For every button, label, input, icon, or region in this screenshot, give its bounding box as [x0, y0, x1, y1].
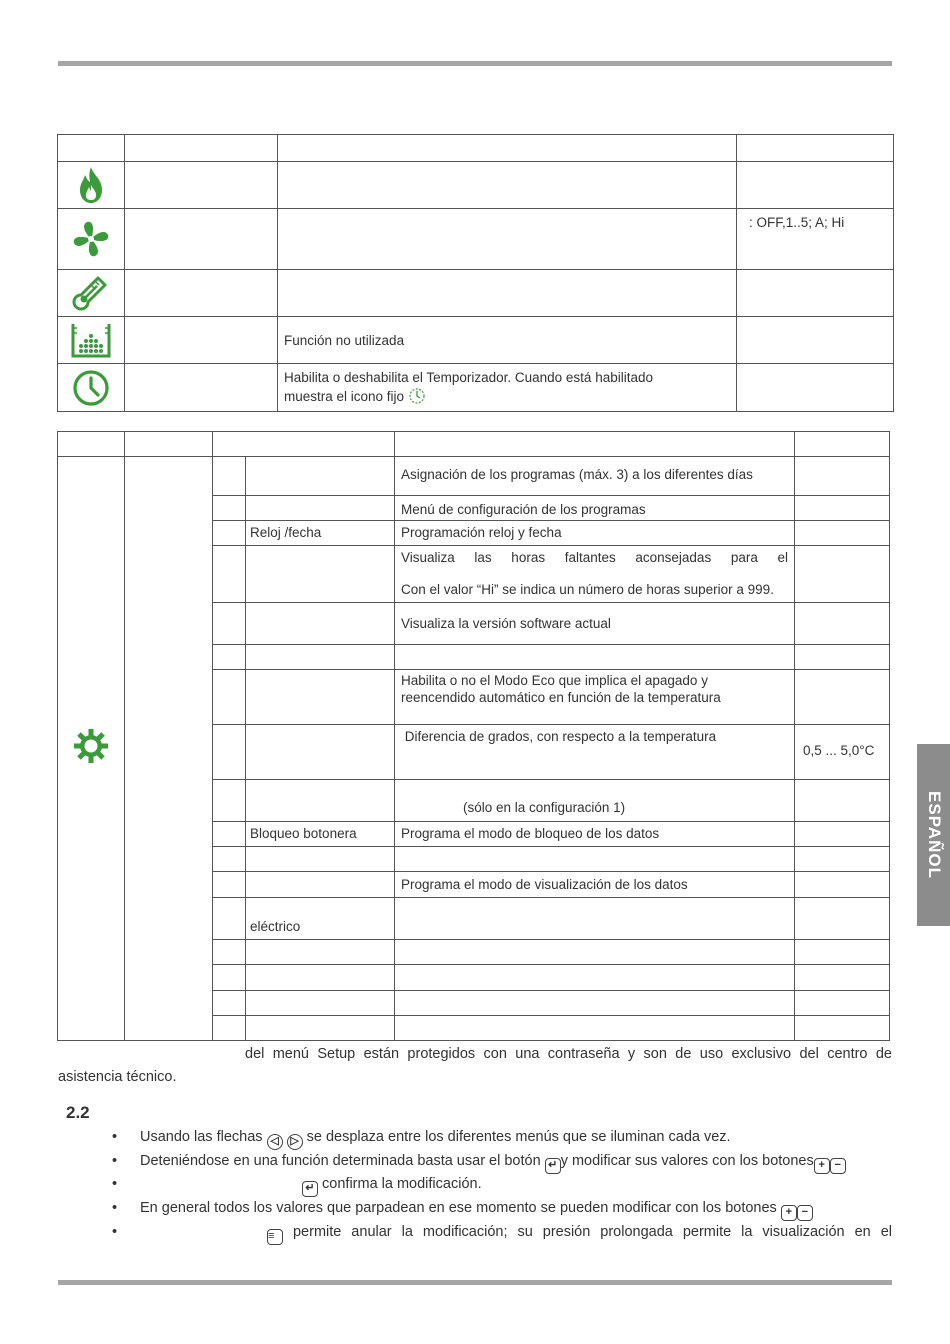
- setup-item-description: (sólo en la configuración 1): [395, 780, 795, 822]
- bullet-text: y modificar sus valores con los botones: [560, 1153, 814, 1169]
- bullet-text: se desplaza entre los diferentes menús que se iluminan cada vez.: [306, 1129, 731, 1145]
- note-line-2: asistencia técnico.: [58, 1069, 177, 1085]
- thermometer-icon: [71, 285, 111, 300]
- row-value: [737, 162, 894, 209]
- setup-item-value: [795, 603, 890, 645]
- arrow-left-icon: ◁: [267, 1134, 283, 1150]
- language-tab: [917, 744, 950, 926]
- clock-icon: [71, 379, 111, 394]
- arrow-right-icon: ▷: [287, 1134, 303, 1150]
- setup-item-name: eléctrico: [246, 898, 395, 940]
- setup-item-value: 0,5 ... 5,0°C: [795, 725, 890, 780]
- setup-item-value: [795, 645, 890, 670]
- setup-item-description: Habilita o no el Modo Eco que implica el apagado y: [401, 673, 708, 688]
- setup-item-name: [246, 496, 395, 521]
- setup-item-name: [246, 1016, 395, 1041]
- setup-item-name: [246, 670, 395, 725]
- plus-key-icon: +: [814, 1158, 830, 1174]
- setup-item-description: [395, 940, 795, 965]
- setup-item-description: Diferencia de grados, con respecto a la temperatura: [395, 725, 795, 780]
- setup-item-value: [795, 521, 890, 546]
- bullet-text: Deteniéndose en una función determinada basta usar el botón: [140, 1153, 541, 1169]
- table-row: [58, 457, 890, 496]
- setup-item-name: [246, 603, 395, 645]
- setup-item-name: Reloj /fecha: [246, 521, 395, 546]
- setup-item-name: [246, 725, 395, 780]
- timer-description-line2: muestra el icono fijo: [284, 389, 405, 404]
- setup-item-description: Asignación de los programas (máx. 3) a los diferentes días: [395, 457, 795, 496]
- setup-item-value: [795, 965, 890, 991]
- plus-key-icon: +: [781, 1205, 797, 1221]
- table-row: [58, 270, 894, 317]
- setup-item-description-line2: Con el valor “Hi” se indica un número de horas superior a 999.: [401, 582, 774, 597]
- setup-item-value: [795, 496, 890, 521]
- setup-item-value: [795, 822, 890, 847]
- row-value: [737, 270, 894, 317]
- minus-key-icon: −: [797, 1205, 813, 1221]
- setup-item-value: [795, 898, 890, 940]
- setup-item-description: [395, 991, 795, 1016]
- setup-item-name: [246, 457, 395, 496]
- timer-fixed-icon: [408, 389, 426, 404]
- setup-item-description: [395, 898, 795, 940]
- setup-item-value: [795, 940, 890, 965]
- bullet-item: • ↵ confirma la modificación.: [112, 1173, 892, 1195]
- setup-password-note: [58, 1045, 892, 1087]
- bullet-item: • Deteniéndose en una función determinada basta usar el botón ↵ y modificar sus valores con los botones + −: [112, 1150, 892, 1172]
- language-tab-label: ESPAÑOL: [924, 791, 944, 879]
- setup-item-name: [246, 872, 395, 898]
- row-description: Función no utilizada: [278, 317, 737, 364]
- setup-item-description-line2: reencendido automático en función de la temperatura: [401, 690, 721, 705]
- setup-item-value: [795, 780, 890, 822]
- setup-item-value: [795, 546, 890, 603]
- pellet-tank-icon: [69, 332, 113, 347]
- setup-item-description: [395, 965, 795, 991]
- bullet-text: En general todos los valores que parpadean en ese momento se pueden modificar con los botones: [140, 1200, 777, 1216]
- setup-item-name: [246, 645, 395, 670]
- table-row: [58, 364, 894, 412]
- setup-item-description: [395, 1016, 795, 1041]
- setup-item-value: [795, 991, 890, 1016]
- fan-levels-value: : OFF,1..5; A; Hi: [737, 209, 894, 270]
- setup-item-name: [246, 965, 395, 991]
- table-row: [58, 209, 894, 270]
- minus-key-icon: −: [830, 1158, 846, 1174]
- function-icons-table: [57, 134, 894, 412]
- setup-item-description: Programa el modo de bloqueo de los datos: [395, 822, 795, 847]
- bullet-item: • En general todos los valores que parpadean en ese momento se pueden modificar con los botones + −: [112, 1197, 892, 1219]
- row-value: [737, 317, 894, 364]
- note-line-1: del menú Setup están protegidos con una contraseña y son de uso exclusivo del centro de: [245, 1046, 892, 1062]
- bullet-text: confirma la modificación.: [322, 1176, 482, 1192]
- setup-item-name: [246, 847, 395, 872]
- setup-item-value: [795, 457, 890, 496]
- table-row: [58, 317, 894, 364]
- row-description: [278, 209, 737, 270]
- setup-item-name: [246, 940, 395, 965]
- timer-description: Habilita o deshabilita el Temporizador. Cuando está habilitado: [284, 370, 653, 385]
- bullet-text: permite anular la modificación; su presión prolongada permite la visualización en el: [292, 1224, 892, 1240]
- section-number: 2.2: [66, 1103, 90, 1122]
- setup-item-description: Programa el modo de visualización de los datos: [395, 872, 795, 898]
- enter-key-icon: ↵: [545, 1158, 561, 1174]
- table-header-row: [58, 135, 894, 162]
- setup-item-name: Bloqueo botonera: [246, 822, 395, 847]
- setup-item-value: [795, 847, 890, 872]
- footer-rule: [58, 1280, 892, 1285]
- setup-item-description: Programación reloj y fecha: [395, 521, 795, 546]
- header-rule: [58, 61, 892, 66]
- fan-icon: [71, 231, 111, 246]
- escape-key-icon: ≡: [267, 1229, 283, 1245]
- bullet-item: • Usando las flechas ◁ ▷ se desplaza entre los diferentes menús que se iluminan cada vez.: [112, 1126, 892, 1148]
- setup-item-name: [246, 780, 395, 822]
- table-row: [58, 162, 894, 209]
- row-description: [278, 162, 737, 209]
- setup-item-description: Visualiza las horas faltantes aconsejadas para el: [401, 550, 788, 565]
- row-description: [278, 270, 737, 317]
- setup-item-value: [795, 872, 890, 898]
- setup-item-description: Visualiza la versión software actual: [395, 603, 795, 645]
- setup-item-value: [795, 670, 890, 725]
- flame-icon: [74, 177, 108, 192]
- setup-item-name: [246, 991, 395, 1016]
- bullet-text: Usando las flechas: [140, 1129, 263, 1145]
- setup-item-description: [395, 847, 795, 872]
- bullet-item: • ≡ permite anular la modificación; su presión prolongada permite la visualización en el: [112, 1221, 892, 1243]
- setup-item-description: Menú de configuración de los programas: [395, 496, 795, 521]
- setup-item-value: [795, 1016, 890, 1041]
- setup-item-description: [395, 645, 795, 670]
- enter-key-icon: ↵: [302, 1181, 318, 1197]
- table-header-row: [58, 432, 890, 457]
- gear-icon: [71, 754, 111, 769]
- setup-item-name: [246, 546, 395, 603]
- setup-menu-table: [57, 431, 890, 1041]
- row-value: [737, 364, 894, 412]
